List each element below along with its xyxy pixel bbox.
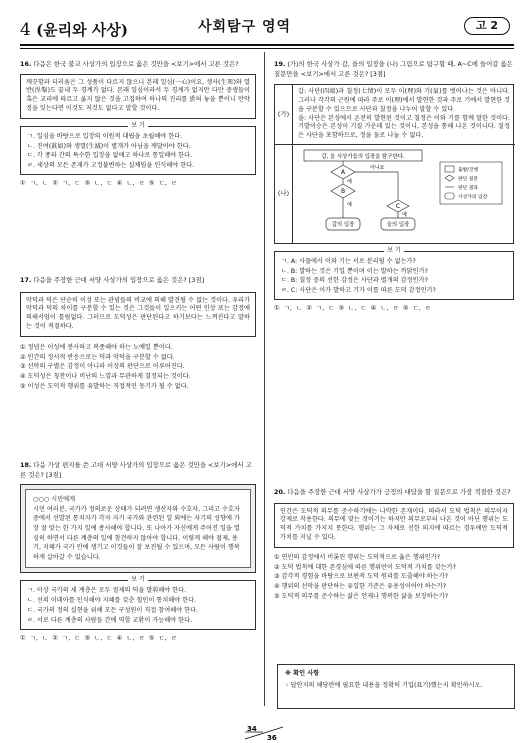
- exam-title: 사회탐구 영역: [198, 19, 292, 35]
- confirm-text: ◦ 답안지의 해당란에 필요한 내용을 정확히 기입(표기)했는지 확인하시오.: [285, 681, 483, 689]
- answer-choice[interactable]: ① 연민의 감정에서 비롯된 행위는 도덕적으로 옳은 행위인가?: [274, 553, 441, 561]
- answer-choice[interactable]: ① 정념은 이성에 봉사하고 복종해야 하는 노예일 뿐이다.: [20, 343, 173, 351]
- bogi-box: [20, 576, 256, 629]
- svg-text:A: A: [340, 169, 346, 176]
- bogi-item: ㄷ. 각 종파 간의 특수한 입장을 없애고 하나로 통일해야 한다.: [27, 152, 193, 160]
- bogi-item: ㄱ. 이상 국가의 세 계층은 모두 절제의 덕을 발휘해야 한다.: [27, 587, 187, 595]
- answer-options[interactable]: ① ㄱ, ㄴ ② ㄱ, ㄷ ③ ㄴ, ㄷ ④ ㄴ, ㄹ ⑤ ㄷ, ㄹ: [20, 178, 177, 187]
- question-text: 다음을 주장한 근대 서양 사상가의 입장으로 옳은 것은? [3점]: [33, 276, 205, 284]
- material-table: [274, 84, 514, 244]
- question-text: 다음은 한국 불교 사상가의 입장으로 옳은 것만을 <보기>에서 고른 것은?: [33, 60, 239, 68]
- page-header: [20, 14, 514, 44]
- answer-choice[interactable]: ⑤ 이성은 도덕적 행위를 유발하는 직접적인 동기가 될 수 없다.: [20, 382, 189, 390]
- question-stem: [20, 461, 256, 480]
- bogi-item: ㄴ. 진여(眞如)와 생멸(生滅)이 별개가 아님을 깨달아야 한다.: [27, 142, 191, 150]
- answer-options[interactable]: ① ㄱ, ㄴ ② ㄱ, ㄷ ③ ㄴ, ㄷ ④ ㄴ, ㄹ ⑤ ㄷ, ㄹ: [20, 633, 177, 642]
- bogi-box: [20, 121, 256, 175]
- legend-item: 사상가의 입장: [458, 195, 488, 200]
- answer-options[interactable]: ① ㄱ, ㄴ ② ㄱ, ㄷ ③ ㄴ, ㄷ ④ ㄴ, ㄹ ⑤ ㄷ, ㄹ: [274, 303, 431, 312]
- question-17: [20, 276, 256, 392]
- question-20: [274, 488, 514, 602]
- answer-choice[interactable]: ② 도덕 법칙에 대한 존경심에 따른 행위만이 도덕적 가치를 갖는가?: [274, 563, 456, 571]
- no-label: 아니요: [370, 165, 385, 171]
- page-number: [243, 725, 285, 741]
- question-16: [20, 60, 256, 188]
- column-divider: [264, 52, 265, 706]
- answer-choice[interactable]: ④ 행위의 선악을 판단하는 유일한 기준은 유용성이어야 하는가?: [274, 583, 447, 591]
- question-number: 17.: [20, 276, 32, 284]
- bogi-box: [274, 246, 514, 300]
- ga-text: 갑: 사단(四端)과 칠정(七情)이 모두 이(理)와 기(氣)를 벗어나는 것은 아니다. 그러나 각각의 근원에 따라 주로 이(理)에서 발현한 것과 주로 기에서 발현한 것을 구분할 수 있으므로 사단과 칠정을 나누어 말할 수 있다. 을: 사단은 본성에서 온전히 발현된 것이고 칠정은 이와 기를 함께 말한 것이다. 기발이승은 본성이 기질 가운데 있는 것이니, 본성을 통해 나온 것이니다. 칠정은 사단을 포함하므로, 정을 둘로 나눌 수 없다.: [298, 88, 510, 140]
- page-total: 36: [267, 734, 277, 741]
- header-rule-thin: [20, 48, 514, 49]
- subject-name: (윤리와 사상): [36, 21, 128, 39]
- answer-choice[interactable]: ③ 감각적 경험을 바탕으로 보편적 도덕 원리를 도출해야 하는가?: [274, 573, 448, 581]
- answer-choice[interactable]: ② 인간의 정서적 반응으로는 덕과 악덕을 구분할 수 없다.: [20, 353, 175, 361]
- bogi-item: ㄱ. A: 사물에서 이와 기는 서로 분리될 수 없는가?: [281, 257, 416, 265]
- bogi-item: ㄴ. B: 발하는 것은 기일 뿐이며 이는 발하는 까닭인가?: [281, 267, 428, 275]
- bogi-item: ㄷ. 국가의 정의 실현을 위해 모든 구성원이 직접 참여해야 한다.: [27, 607, 199, 615]
- bogi-item: ㄹ. 서로 다른 계층의 사람들 간에 역할 교환이 가능해야 한다.: [27, 616, 193, 624]
- answer-choice[interactable]: ④ 도덕성은 칭찬이나 비난의 느낌과 무관하게 결정되는 것이다.: [20, 373, 191, 381]
- yes-label: 예: [347, 179, 352, 185]
- bogi-label: 보 기: [128, 122, 148, 129]
- bogi-item: ㄹ. C: 사단은 이가 발하고 기가 이를 따른 도덕 감정인가?: [281, 287, 436, 295]
- letter-text: ○○○ 시민에게 시민 여러분, 국가가 정의로운 상태가 되려면 생산자와 수호자, 그리고 수호자 중에서 선발된 통치자가 각자 자기 국가와 관련된 일 외에는 자기의 성향에 가장 잘 맞는 한 가지 일에 종사해야 합니다. 또 나아가 자신에게 주어진 일을 열심히 하면서 다른 계층의 일에 참견하지 않아야 합니다. 이렇게 해야 절제, 용기, 지혜가 국가 안에 생기고 이것들이 잘 보전될 수 있으며, 모든 사람이 행복하게 살아갈 수 있습니다.: [25, 489, 251, 568]
- na-label: (나): [275, 144, 293, 243]
- ga-label: (가): [275, 85, 293, 144]
- bogi-item: ㄴ. 선의 이데아를 인식해야 지혜를 갖춘 철인이 통치해야 한다.: [27, 597, 197, 605]
- svg-text:C: C: [395, 203, 401, 210]
- yes-label: 예: [402, 212, 407, 218]
- subject-label: [20, 18, 128, 42]
- bogi-item: ㄹ. 세상의 모든 존재가 고정불변하는 실체임을 인식해야 한다.: [27, 162, 195, 170]
- flowchart-diagram: [298, 148, 510, 236]
- end-label-gap: 갑의 입장: [331, 222, 355, 228]
- bogi-item: ㄷ. B: 칠정 중의 선한 감정은 사단과 별개의 감정인가?: [281, 277, 428, 285]
- grade-badge: 고 2: [464, 17, 510, 35]
- confirm-title: ※ 확인 사항: [285, 670, 320, 677]
- page-current: 34: [247, 725, 257, 733]
- bogi-item: ㄱ. 일심을 바탕으로 입장의 이원적 대립을 초월해야 한다.: [27, 132, 183, 140]
- yes-label: 예: [347, 202, 352, 208]
- question-stem: [20, 276, 256, 286]
- question-stem: [274, 488, 514, 498]
- bogi-label: 보 기: [384, 247, 404, 254]
- end-label-eul: 을의 입장: [386, 222, 410, 228]
- question-19: [274, 60, 514, 313]
- page-number-graphic: [243, 725, 285, 741]
- question-18: [20, 461, 256, 643]
- letter-frame: [20, 484, 256, 573]
- header-rule: [20, 44, 514, 46]
- bogi-label: 보 기: [128, 576, 148, 583]
- question-text: (가)의 한국 사상가 갑, 을의 입장을 (나) 그림으로 탐구할 때, A~C에 들어갈 옳은 질문만을 <보기>에서 고른 것은? [3점]: [274, 60, 513, 78]
- flow-start-text: 갑, 을 사상가들의 입장을 탐구한다.: [321, 154, 405, 160]
- question-number: 16.: [20, 60, 32, 68]
- question-number: 20.: [274, 488, 286, 496]
- page-section-number: 4: [20, 20, 31, 40]
- confirmation-box: [277, 664, 515, 709]
- answer-choice[interactable]: ⑤ 도덕적 의무를 준수하는 삶은 언제나 행복한 삶을 보장하는가?: [274, 592, 448, 600]
- legend-item: 출발/진행: [458, 168, 479, 173]
- question-number: 19.: [274, 60, 286, 68]
- question-text: 다음 가상 편지를 쓴 고대 서양 사상가의 입장으로 옳은 것만을 <보기>에서 고른 것은? [3점]: [20, 461, 252, 479]
- passage-box: 인간은 도덕적 의무를 준수하기에는 나약한 존재이다. 따라서 도덕 법칙은 의무이자 강제로 작용한다. 의무에 맞는 것이기는 하지만 의무로부터 나온 것이 아닌 행위는 도덕적 가치를 가지지 못한다. 행위는 그 자체로 선한 의지에 따르는 경우에만 도덕적 가치를 지닐 수 있다.: [274, 503, 514, 548]
- answer-choice[interactable]: ③ 선악의 구별은 감정이 아니라 이성의 판단으로 이루어진다.: [20, 363, 185, 371]
- flowchart-cell: [293, 144, 515, 243]
- legend-item: 판단 질문: [458, 177, 479, 182]
- question-stem: [20, 60, 256, 70]
- passage-box: 깨끗함과 더러움은 그 성품이 다르지 않으니 본래 일심(一心)이요, 생사(生死)와 열반(涅槃)도 끝내 두 경계가 없다. 본래 일심이라서 두 경계가 없지만 다만 중생들이 혹은 교리에 따르고 옳지 않은 것을 고집하여 하나의 진리를 밝혀 놓을 뿐이니 만약 정을 잊는다면 이것도 저것도 없다고 말할 것이다.: [20, 74, 256, 119]
- question-stem: [274, 60, 514, 79]
- passage-box: 악덕과 덕은 단순히 이성 또는 관념들의 비교에 의해 발견될 수 없는 것이다. 우리가 악덕과 덕의 차이를 구분할 수 있는 것은 그것들이 일으키는 어떤 인상 또는 감정에 의해서임이 틀림없다. 그러므로 도덕성은 판단된다고 하기보다는 느껴진다고 말하는 것이 적절하다.: [20, 292, 256, 337]
- question-number: 18.: [20, 461, 32, 469]
- legend-item: 판단 결과: [458, 186, 479, 191]
- question-text: 다음을 주장한 근대 서양 사상가가 긍정의 대답을 할 질문으로 가장 적절한 것은?: [287, 488, 511, 496]
- svg-text:B: B: [340, 188, 346, 195]
